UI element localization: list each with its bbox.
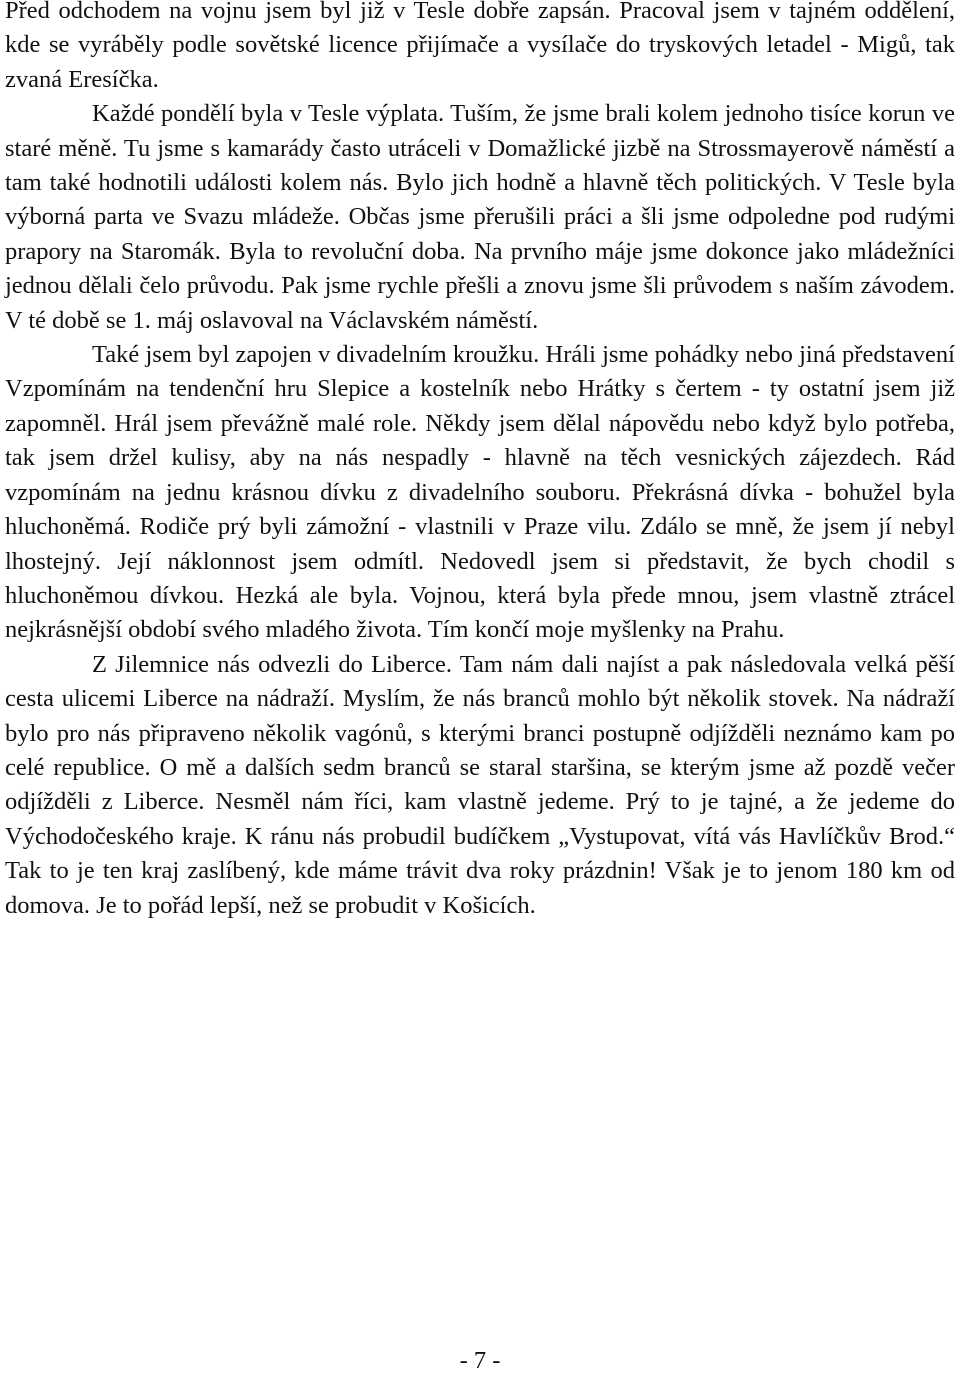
document-body bbox=[5, 0, 955, 923]
paragraph-3: Také jsem byl zapojen v divadelním kroužku. Hráli jsme pohádky nebo jiná představení Vzpomínám na tendenční hru Slepice a kostelník nebo Hrátky s čertem - ty ostatní jsem již zapomněl. Hrál jsem převážně malé role. Někdy jsem dělal nápovědu nebo když bylo potřeba, tak jsem držel kulisy, aby na nás nespadly - hlavně na těch vesnických zájezdech. Rád vzpomínám na jednu krásnou dívku z divadelního souboru. Překrásná dívka - bohužel byla hluchoněmá. Rodiče prý byli zámožní - vlastnili v Praze vilu. Zdálo se mně, že jsem jí nebyl lhostejný. Její náklonnost jsem odmítl. Nedovedl jsem si představit, že bych chodil s hluchoněmou dívkou. Hezká ale byla. Vojnou, která byla přede mnou, jsem vlastně ztrácel nejkrásnější období svého mladého života. Tím končí moje myšlenky na Prahu. bbox=[5, 341, 955, 644]
paragraph-1: Před odchodem na vojnu jsem byl již v Tesle dobře zapsán. Pracoval jsem v tajném oddělení, kde se vyráběly podle sovětské licence přijímače a vysílače do tryskových letadel - Migů, tak zvaná Eresíčka. bbox=[5, 0, 955, 93]
paragraph-4: Z Jilemnice nás odvezli do Liberce. Tam nám dali najíst a pak následovala velká pěší cesta ulicemi Liberce na nádraží. Myslím, že nás branců mohlo být několik stovek. Na nádraží bylo pro nás připraveno několik vagónů, s kterými branci postupně odjížděli neznámo kam po celé republice. O mě a dalších sedm branců se staral staršina, se kterým jsme až pozdě večer odjížděli z Liberce. Nesměl nám říci, kam vlastně jedeme. Prý to je tajné, a že jedeme do Východočeského kraje. K ránu nás probudil budíčkem „Vystupovat, vítá vás Havlíčkův Brod.“ Tak to je ten kraj zaslíbený, kde máme trávit dva roky prázdnin! Však je to jenom 180 km od domova. Je to pořád lepší, než se probudit v Košicích. bbox=[5, 650, 955, 919]
paragraph-2: Každé pondělí byla v Tesle výplata. Tuším, že jsme brali kolem jednoho tisíce korun ve staré měně. Tu jsme s kamarády často utráceli v Domažlické jizbě na Strossmayerově náměstí a tam také hodnotili události kolem nás. Bylo jich hodně a hlavně těch politických. V Tesle byla výborná parta ve Svazu mládeže. Občas jsme přerušili práci a šli jsme odpoledne pod rudými prapory na Staromák. Byla to revoluční doba. Na prvního máje jsme dokonce jako mládežníci jednou dělali čelo průvodu. Pak jsme rychle přešli a znovu jsme šli průvodem s naším závodem. V té době se 1. máj oslavoval na Václavském náměstí. bbox=[5, 100, 955, 334]
page-number: - 7 - bbox=[459, 1347, 501, 1374]
